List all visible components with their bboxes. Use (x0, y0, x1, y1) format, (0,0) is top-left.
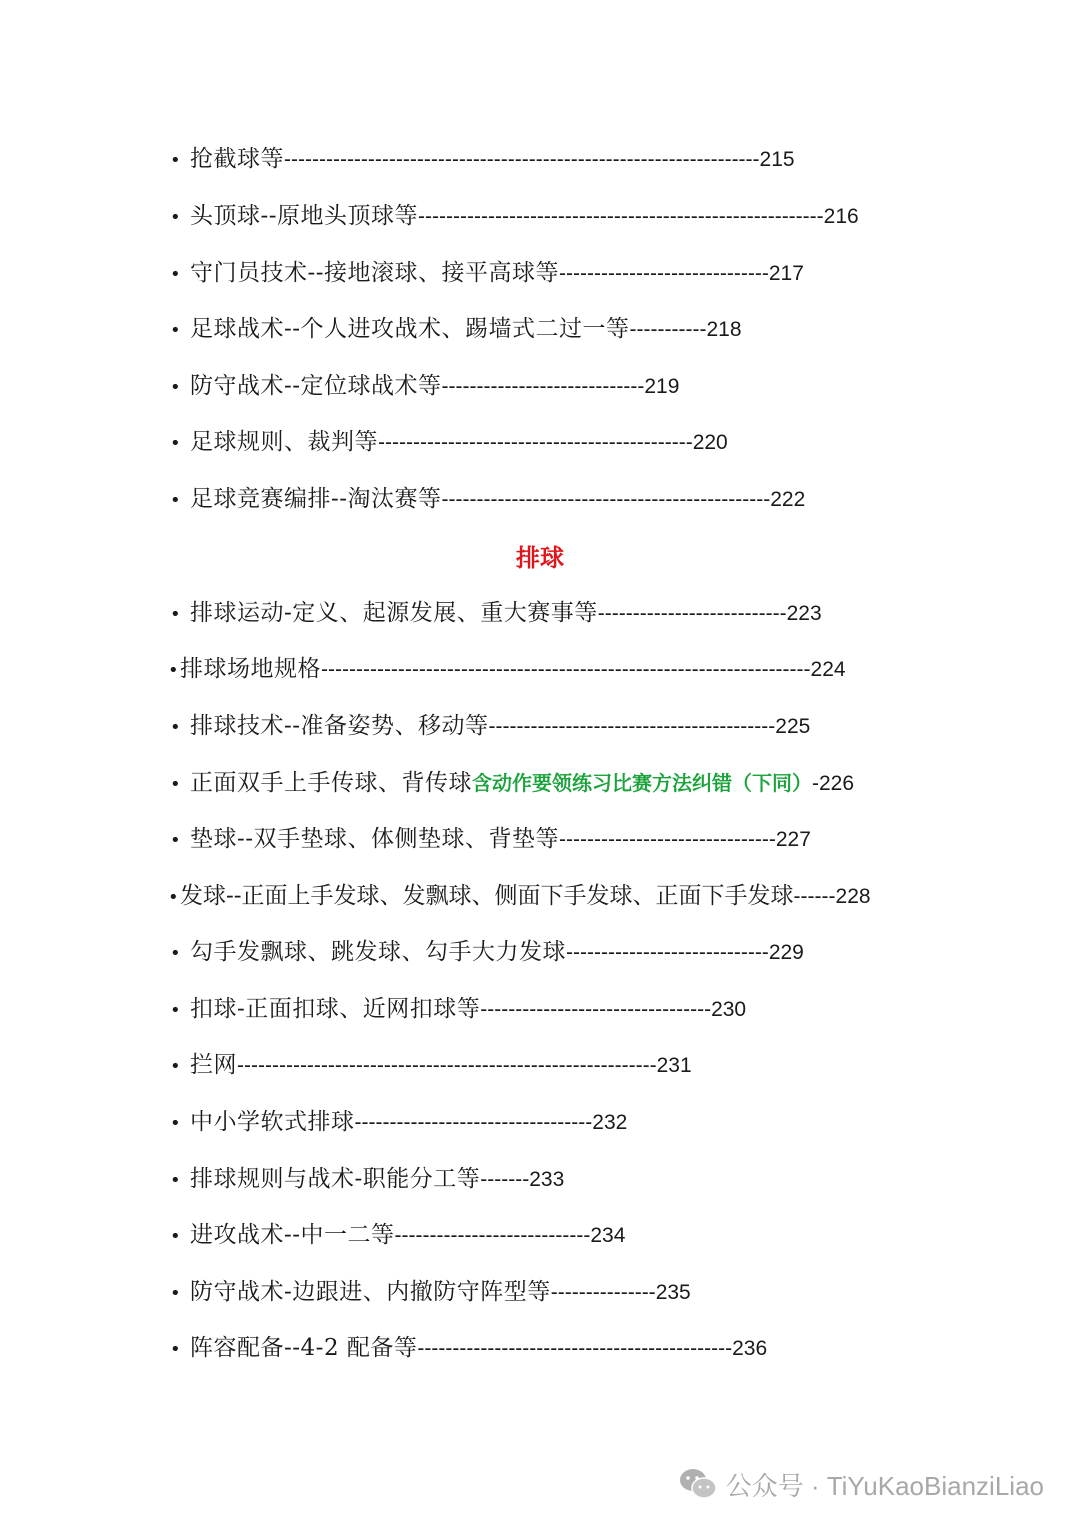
toc-entry (170, 596, 822, 630)
toc-page-number: 234 (590, 1224, 626, 1247)
bullet-icon: • (170, 774, 181, 795)
toc-entry-title: 守门员技术--接地滚球、接平高球等 (190, 260, 560, 286)
toc-entry-title: 抢截球等 (190, 146, 284, 172)
toc-leader-dots: ----------------------------------------------- (441, 488, 771, 511)
watermark (678, 1464, 1044, 1504)
toc-entry (170, 142, 795, 176)
bullet-icon: • (170, 377, 181, 398)
bullet-icon: • (170, 264, 181, 285)
toc-entry (170, 935, 804, 969)
toc-entry-title: 防守战术-边跟进、内撤防守阵型等 (190, 1279, 551, 1305)
bullet-icon: • (170, 717, 181, 738)
toc-entry-title: 头顶球--原地头顶球等 (190, 203, 419, 229)
bullet-icon: • (170, 1000, 181, 1021)
toc-entry-title: 足球规则、裁判等 (190, 429, 378, 455)
toc-page-number: 219 (644, 375, 680, 398)
toc-entry (170, 369, 679, 403)
toc-entry-title: 排球规则与战术-职能分工等 (190, 1166, 481, 1192)
toc-leader-dots: --------------- (550, 1281, 656, 1304)
wechat-icon (678, 1467, 718, 1501)
toc-page-number: 216 (823, 205, 859, 228)
toc-page-number: 230 (711, 998, 747, 1021)
bullet-icon: • (170, 604, 181, 625)
toc-entry (170, 822, 811, 856)
toc-entry-title: 发球--正面上手发球、发飘球、侧面下手发球、正面下手发球 (180, 883, 794, 909)
toc-page-number: 225 (775, 715, 811, 738)
toc-page-number: 217 (768, 262, 804, 285)
toc-leader-dots: ---------------------------- (394, 1224, 591, 1247)
toc-leader-dots: --------------------------- (597, 602, 787, 625)
toc-entry (170, 1105, 627, 1139)
bullet-icon: • (170, 1339, 181, 1360)
toc-page-number: 229 (768, 941, 804, 964)
toc-leader-dots: ---------------------------------------------------------------------- (321, 658, 811, 681)
toc-page-number: 235 (655, 1281, 691, 1304)
toc-entry (170, 199, 859, 233)
toc-entry-note: 含动作要领练习比赛方法纠错（下同） (472, 771, 812, 795)
toc-page-number: 226 (819, 772, 855, 795)
toc-leader-dots: --------------------------------- (480, 998, 712, 1021)
toc-entry (170, 425, 728, 459)
toc-leader-dots: ----------------------------- (566, 941, 769, 964)
toc-entry (170, 1048, 692, 1082)
toc-page-number: 223 (786, 602, 822, 625)
bullet-icon: • (170, 433, 181, 454)
toc-entry-title: 勾手发飘球、跳发球、勾手大力发球 (190, 939, 566, 965)
toc-entry-title: 中小学软式排球 (190, 1109, 355, 1135)
toc-entry-title: 阵容配备--4-2 配备等 (190, 1335, 418, 1361)
toc-page-number: 222 (770, 488, 806, 511)
toc-entry (170, 1218, 625, 1252)
toc-page-number: 220 (692, 431, 728, 454)
bullet-icon: • (170, 1170, 181, 1191)
toc-entry (170, 312, 742, 346)
toc-entry-title: 进攻战术--中一二等 (190, 1222, 395, 1248)
toc-page-number: 233 (529, 1168, 565, 1191)
toc-entry-title: 排球运动-定义、起源发展、重大赛事等 (190, 600, 598, 626)
bullet-icon: • (168, 887, 179, 908)
bullet-icon: • (170, 490, 181, 511)
toc-leader-dots: ------ (793, 885, 836, 908)
bullet-icon: • (170, 830, 181, 851)
toc-leader-dots: ------- (480, 1168, 530, 1191)
toc-leader-dots: ---------------------------------- (354, 1111, 593, 1134)
toc-page-number: 215 (759, 148, 795, 171)
toc-leader-dots: --------------------------------------------- (378, 431, 693, 454)
toc-leader-dots: ----------------------------- (441, 375, 645, 398)
toc-entry-title: 正面双手上手传球、背传球 (190, 770, 472, 796)
toc-entry (168, 879, 871, 913)
toc-entry (170, 256, 804, 290)
toc-entry (170, 766, 854, 800)
toc-page-number: 232 (592, 1111, 628, 1134)
toc-leader-dots: ------------------------------ (559, 262, 769, 285)
toc-entry-title: 垫球--双手垫球、体侧垫球、背垫等 (190, 826, 560, 852)
toc-entry (170, 1275, 691, 1309)
toc-entry (170, 992, 746, 1026)
toc-leader-dots: - (812, 772, 819, 795)
toc-leader-dots: -------------------------------------------------------------------- (284, 148, 760, 171)
toc-leader-dots: ---------------------------------------------------------- (418, 205, 824, 228)
bullet-icon: • (170, 150, 181, 171)
toc-entry-title: 排球场地规格 (180, 656, 321, 682)
toc-page-number: 231 (656, 1054, 692, 1077)
toc-entry-title: 排球技术--准备姿势、移动等 (190, 713, 489, 739)
toc-leader-dots: --------------------------------------------- (417, 1337, 733, 1360)
toc-page-number: 227 (775, 828, 811, 851)
toc-leader-dots: ------------------------------- (559, 828, 776, 851)
toc-leader-dots: ----------- (629, 318, 707, 341)
bullet-icon: • (170, 1226, 181, 1247)
watermark-text: 公众号 · TiYuKaoBianziLiao (725, 1470, 1044, 1501)
toc-entry (170, 1162, 564, 1196)
toc-entry (170, 709, 810, 743)
toc-entry (170, 482, 805, 516)
toc-entry-title: 扣球-正面扣球、近网扣球等 (190, 996, 481, 1022)
toc-entry-title: 足球竞赛编排--淘汰赛等 (190, 486, 442, 512)
toc-page-number: 228 (835, 885, 871, 908)
bullet-icon: • (168, 660, 179, 681)
toc-leader-dots: ------------------------------------------------------------ (237, 1054, 657, 1077)
toc-entry (170, 1331, 767, 1365)
toc-entry-title: 防守战术--定位球战术等 (190, 373, 442, 399)
bullet-icon: • (170, 1056, 181, 1077)
toc-entry-title: 拦网 (190, 1052, 237, 1078)
toc-entry-title: 足球战术--个人进攻战术、踢墙式二过一等 (190, 316, 630, 342)
bullet-icon: • (170, 1113, 181, 1134)
section-heading: 排球 (516, 544, 564, 572)
toc-page-number: 224 (810, 658, 846, 681)
toc-leader-dots: ----------------------------------------- (488, 715, 776, 738)
bullet-icon: • (170, 207, 181, 228)
bullet-icon: • (170, 320, 181, 341)
toc-page-number: 236 (732, 1337, 768, 1360)
bullet-icon: • (170, 1283, 181, 1304)
bullet-icon: • (170, 943, 181, 964)
toc-page-number: 218 (706, 318, 742, 341)
toc-entry (168, 652, 846, 686)
